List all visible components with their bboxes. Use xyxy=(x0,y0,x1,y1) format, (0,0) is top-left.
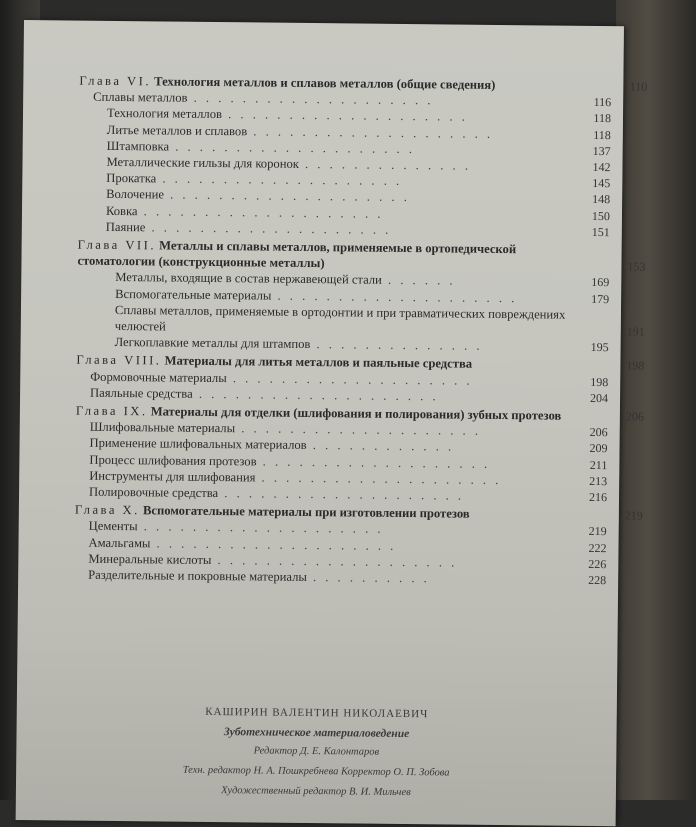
page-number: 219 xyxy=(624,508,643,523)
author-name: КАШИРИН ВАЛЕНТИН НИКОЛАЕВИЧ xyxy=(205,705,429,721)
editor-credit: Редактор Д. Е. Калонтаров xyxy=(253,745,380,758)
toc-item-title: Ковка xyxy=(105,203,138,218)
dot-leader: . . . . . . . . . . . . . . . . . . . . xyxy=(137,519,384,537)
page-number: 110 xyxy=(629,79,648,94)
page-number: 222 xyxy=(588,540,607,555)
dot-leader: . . . . . . . . . . xyxy=(306,570,430,586)
toc-item-title: Легкоплавкие металлы для штампов xyxy=(114,335,311,352)
dot-leader: . . . . . . . . . . . . . . . . . . . . xyxy=(271,288,518,305)
dot-leader: . . . . . . . . . . . . . . . . . . . . xyxy=(169,139,416,156)
dot-leader: . . . . . . . . . . . . . . . . . . . . xyxy=(156,171,403,189)
page-number: 118 xyxy=(593,127,611,142)
toc-item-title: Прокатка xyxy=(106,171,157,186)
table-of-contents xyxy=(74,73,648,589)
dot-leader: . . . . . . . . . . . . . . . . . . . . xyxy=(163,187,410,205)
toc-item-title: Вспомогательные материалы xyxy=(115,286,272,303)
dot-leader: . . . . . . xyxy=(381,273,456,288)
page-number: 228 xyxy=(588,573,607,588)
chapter-label: Глава VII. xyxy=(77,237,157,253)
chapter-title: Технология металлов и сплавов металлов (общие сведения) xyxy=(154,74,496,92)
toc-item-title: Применение шлифовальных материалов xyxy=(89,436,307,453)
dot-leader: . . . . . . . . . . . . . . . . . . . . xyxy=(247,123,494,141)
chapter-label: Глава VI. xyxy=(79,73,152,89)
toc-item-title: Паяние xyxy=(105,219,146,235)
page-number: 142 xyxy=(592,159,611,175)
toc-item-title: Волочение xyxy=(106,187,165,202)
page-number: 151 xyxy=(591,224,610,239)
dot-leader: . . . . . . . . . . . . . . xyxy=(310,337,483,354)
page-number: 216 xyxy=(588,490,608,505)
toc-item-title: Шлифовальные материалы xyxy=(89,419,236,436)
chapter-title: Вспомогательные материалы при изготовлении протезов xyxy=(142,503,470,521)
page-number: 191 xyxy=(626,324,645,339)
chapter-label: Глава VIII. xyxy=(76,353,162,368)
toc-item-title: Инструменты для шлифования xyxy=(89,468,256,485)
chapter-title: Металлы и сплавы металлов, применяемые в ортопедической стоматологии (конструкционные металлы) xyxy=(77,238,517,271)
dot-leader: . . . . . . . . . . . . . . . . . . . . xyxy=(221,107,468,125)
toc-item-title: Сплавы металлов xyxy=(93,89,188,105)
page-number: 148 xyxy=(592,192,611,207)
dot-leader: . . . . . . . . . . . . xyxy=(306,438,455,454)
dot-leader: . . . . . . . . . . . . . . . . . . . xyxy=(256,454,491,471)
page-number: 195 xyxy=(590,340,609,355)
toc-item-title: Амальгамы xyxy=(88,535,151,551)
dot-leader: . . . . . . . . . . . . . . . . . . . . xyxy=(187,90,434,108)
dot-leader: . . . . . . . . . . . . . . . . . . . . xyxy=(235,421,482,439)
page-number: 198 xyxy=(626,358,645,373)
art-editor-credit: Художественный редактор В. И. Мильчев xyxy=(221,785,411,799)
toc-item-title: Металлы, входящие в состав нержавеющей стали xyxy=(115,270,382,288)
page-number: 211 xyxy=(589,457,608,472)
tech-editor-credit: Техн. редактор Н. А. Пошкребнева Корректор О. П. Зобова xyxy=(182,764,450,779)
toc-item-title: Паяльные средства xyxy=(90,385,193,401)
dot-leader: . . . . . . . . . . . . . . . . . . . . xyxy=(145,220,392,237)
dot-leader: . . . . . . . . . . . . . . . . . . . . xyxy=(192,386,439,404)
dot-leader: . . . . . . . . . . . . . . . . . . . . xyxy=(137,203,384,221)
dot-leader: . . . . . . . . . . . . . . xyxy=(298,156,472,173)
background-right-cover xyxy=(616,0,696,800)
page-number: 179 xyxy=(591,291,610,306)
toc-item-title: Процесс шлифования протезов xyxy=(89,452,257,469)
toc-item-title: Штамповка xyxy=(106,138,170,154)
toc-item-title: Минеральные кислоты xyxy=(88,551,212,567)
page-number: 118 xyxy=(593,111,612,126)
page-number: 204 xyxy=(590,390,609,405)
toc-item-title: Металлические гильзы для коронок xyxy=(106,154,299,171)
page-number: 213 xyxy=(589,473,608,489)
toc-item-title: Полировочные средства xyxy=(88,484,219,501)
dot-leader: . . . . . . . . . . . . . . . . . . . . xyxy=(226,370,473,388)
toc-item-title: Литье металлов и сплавов xyxy=(106,122,248,138)
book-title: Зуботехническое материаловедение xyxy=(223,726,410,741)
page-number: 169 xyxy=(591,275,610,290)
chapter-label: Глава X. xyxy=(74,502,140,518)
chapter-label: Глава IX. xyxy=(75,403,148,419)
toc-item-title: Разделительные и покровные материалы xyxy=(88,567,307,585)
page-number: 150 xyxy=(591,208,611,223)
page-number: 206 xyxy=(625,409,644,424)
dot-leader: . . . . . . . . . . . . . . . . . . . . xyxy=(218,486,465,503)
page-number: 145 xyxy=(592,176,611,191)
page-number: 226 xyxy=(588,556,607,572)
toc-item-title: Формовочные материалы xyxy=(90,369,227,385)
page-number: 206 xyxy=(589,425,608,440)
book-page xyxy=(16,20,648,826)
dot-leader: . . . . . . . . . . . . . . . . . . . . xyxy=(255,470,502,487)
dot-leader: . . . . . . . . . . . . . . . . . . . . xyxy=(211,552,458,570)
page-number: 219 xyxy=(588,524,607,539)
toc-item-title: Сплавы металлов, применяемые в ортодонтии и при травматических повреждениях челюстей xyxy=(114,302,566,334)
chapter-title: Материалы для отделки (шлифования и полирования) зубных протезов xyxy=(150,404,562,423)
chapter-title: Материалы для литья металлов и паяльные средства xyxy=(164,353,473,372)
page-number: 209 xyxy=(589,441,608,456)
page-number: 137 xyxy=(592,143,611,158)
dot-leader: . . . . . . . . . . . . . . . . . . . . xyxy=(150,536,397,553)
page-number: 153 xyxy=(627,259,646,274)
toc-item-title: Цементы xyxy=(88,519,138,534)
colophon xyxy=(16,704,617,802)
page-number: 116 xyxy=(593,95,612,110)
toc-item-title: Технология металлов xyxy=(106,106,223,122)
page-number: 198 xyxy=(590,374,609,389)
